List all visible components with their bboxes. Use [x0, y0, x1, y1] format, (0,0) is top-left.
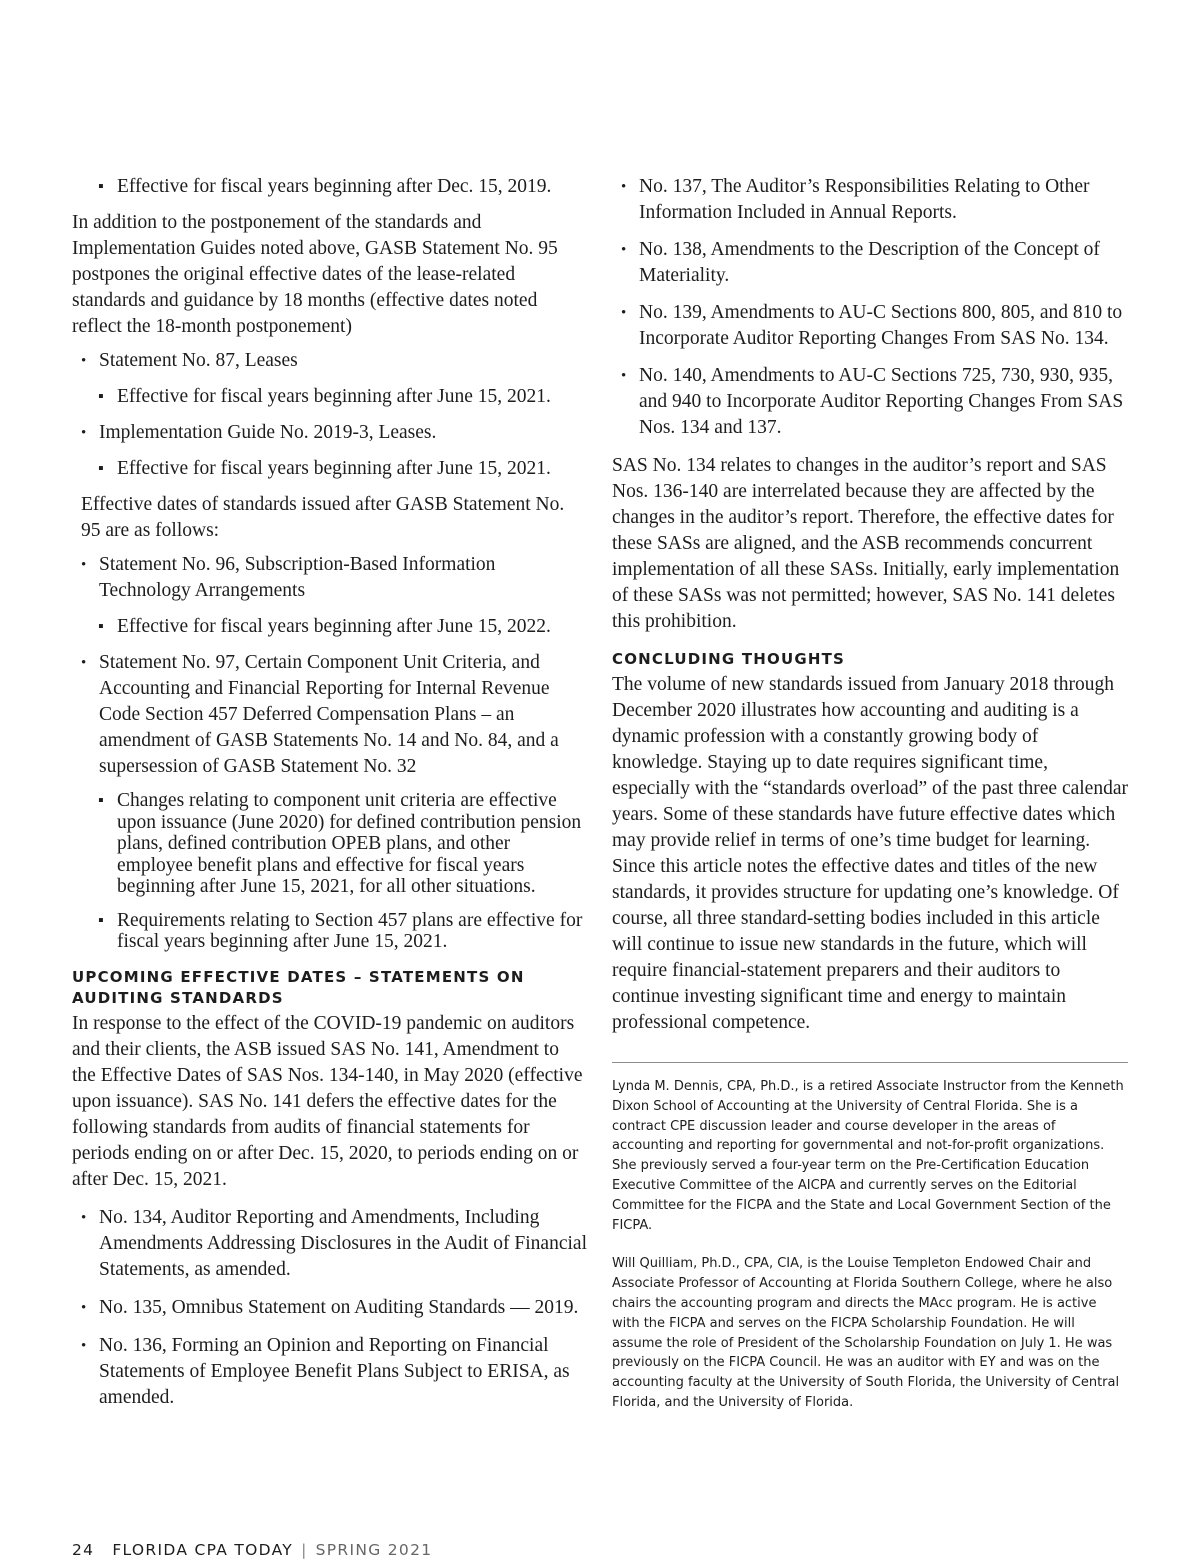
- lease-item-statement-87-effective: ▪ Effective for fiscal years beginning after June 15, 2021.: [72, 384, 587, 410]
- covid-paragraph: In response to the effect of the COVID-19 pandemic on auditors and their clients, the ASB issued SAS No. 141, Amendment to the Effective Dates of SAS Nos. 134-140, in May 2020 (effective upon issuance). SAS No. 141 defers the effective dates for the following standards from audits of financial statements for periods ending on or after Dec. 15, 2020, to periods ending on or after Dec. 15, 2021.: [72, 1012, 583, 1190]
- lease-item-guide-2019-3-effective: ▪ Effective for fiscal years beginning after June 15, 2021.: [72, 456, 587, 482]
- sas-135: • No. 135, Omnibus Statement on Auditing Standards — 2019.: [72, 1295, 587, 1321]
- sas-136: • No. 136, Forming an Opinion and Reporting on Financial Statements of Employee Benefit Plans Subject to ERISA, as amended.: [72, 1333, 587, 1411]
- statement-97: • Statement No. 97, Certain Component Unit Criteria, and Accounting and Financial Reporting for Internal Revenue Code Section 457 Deferred Compensation Plans – an amendment of GASB Statements No. 14 and No. 84, and a supersession of GASB Statement No. 32: [72, 650, 587, 780]
- left-column: [72, 174, 587, 1421]
- concluding-paragraph: The volume of new standards issued from January 2018 through December 2020 illustrates how accounting and auditing is a dynamic profession with a constantly growing body of knowledge. Staying up to date requires significant time, especially with the “standards overload” of the past three calendar years. Some of these standards have future effective dates which may provide relief in terms of one’s time budget for learning. Since this article notes the effective dates and titles of the new standards, it provides structure for updating one’s knowledge. Of course, all three standard-setting bodies included in this article will continue to issue new standards in the future, which will require financial-statement preparers and their auditors to continue investing significant time and energy to maintain professional competence.: [612, 674, 1128, 1033]
- postponement-paragraph: In addition to the postponement of the standards and Implementation Guides noted above, GASB Statement No. 95 postpones the original effective dates of the lease-related standards and guidance by 18 months (effective dates noted reflect the 18-month postponement): [72, 212, 558, 337]
- heading-concluding-thoughts: CONCLUDING THOUGHTS: [612, 650, 846, 668]
- sas-138: • No. 138, Amendments to the Description of the Concept of Materiality.: [612, 237, 1128, 289]
- statement-96: • Statement No. 96, Subscription-Based Information Technology Arrangements: [72, 552, 587, 604]
- sas-137: • No. 137, The Auditor’s Responsibilities Relating to Other Information Included in Annual Reports.: [612, 174, 1128, 226]
- lease-list: [72, 348, 587, 482]
- right-column: [612, 174, 1128, 1432]
- statement-96-effective: ▪ Effective for fiscal years beginning after June 15, 2022.: [72, 614, 587, 640]
- sub-bullet-effective-2019: ▪ Effective for fiscal years beginning after Dec. 15, 2019.: [72, 174, 587, 200]
- page-number: 24: [72, 1541, 95, 1559]
- page-footer: [72, 1540, 432, 1560]
- statement-97-component-unit: ▪ Changes relating to component unit criteria are effective upon issuance (June 2020) for defined contribution pension plans, defined contribution OPEB plans, and other employee benefit plans and effective for fiscal years beginning after June 15, 2021, for all other situations.: [72, 790, 587, 898]
- heading-upcoming-effective-dates: UPCOMING EFFECTIVE DATES – STATEMENTS ON AUDITING STANDARDS: [72, 967, 525, 1007]
- statement-97-section-457: ▪ Requirements relating to Section 457 plans are effective for fiscal years beginning after June 15, 2021.: [72, 910, 587, 953]
- author-bio-quilliam: Will Quilliam, Ph.D., CPA, CIA, is the Louise Templeton Endowed Chair and Associate Professor of Accounting at Florida Southern College, where he also chairs the accounting program and directs the MAcc program. He is active with the FICPA and serves on the FICPA Scholarship Foundation. He will assume the role of President of the Scholarship Foundation on July 1. He was previously on the FICPA Council. He was an auditor with EY and was on the accounting faculty at the University of South Florida, the University of Central Florida, and the University of Florida.: [612, 1256, 1120, 1410]
- sas-list-left: [72, 1205, 587, 1411]
- after-95-paragraph: Effective dates of standards issued after GASB Statement No. 95 are as follows:: [81, 494, 565, 541]
- sas-list-right: [612, 174, 1128, 441]
- bio-divider: [612, 1062, 1128, 1063]
- top-sublist: [72, 174, 587, 200]
- publication-name: FLORIDA CPA TODAY: [112, 1541, 294, 1559]
- lease-item-guide-2019-3: • Implementation Guide No. 2019-3, Leases.: [72, 420, 587, 446]
- footer-separator: |: [301, 1541, 308, 1559]
- issue-date: SPRING 2021: [315, 1541, 433, 1559]
- statement-list: [72, 552, 587, 953]
- sas-139: • No. 139, Amendments to AU-C Sections 800, 805, and 810 to Incorporate Auditor Reporting Changes From SAS No. 134.: [612, 300, 1128, 352]
- sas-134: • No. 134, Auditor Reporting and Amendments, Including Amendments Addressing Disclosures in the Audit of Financial Statements, as amended.: [72, 1205, 587, 1283]
- sas-134-relation-paragraph: SAS No. 134 relates to changes in the auditor’s report and SAS Nos. 136-140 are interrelated because they are affected by the changes in the auditor’s report. Therefore, the effective dates for these SASs are aligned, and the ASB recommends concurrent implementation of all these SASs. Initially, early implementation of these SASs was not permitted; however, SAS No. 141 deletes this prohibition.: [612, 455, 1120, 632]
- lease-item-statement-87: • Statement No. 87, Leases: [72, 348, 587, 374]
- author-bio-dennis: Lynda M. Dennis, CPA, Ph.D., is a retired Associate Instructor from the Kenneth Dixon School of Accounting at the University of Central Florida. She is a contract CPE discussion leader and course developer in the areas of accounting and reporting for governmental and not-for-profit organizations. She previously served a four-year term on the Pre-Certification Education Executive Committee of the AICPA and currently serves on the Editorial Committee for the FICPA and the State and Local Government Section of the FICPA.: [612, 1079, 1124, 1233]
- sas-140: • No. 140, Amendments to AU-C Sections 725, 730, 930, 935, and 940 to Incorporate Auditor Reporting Changes From SAS Nos. 134 and 137.: [612, 363, 1128, 441]
